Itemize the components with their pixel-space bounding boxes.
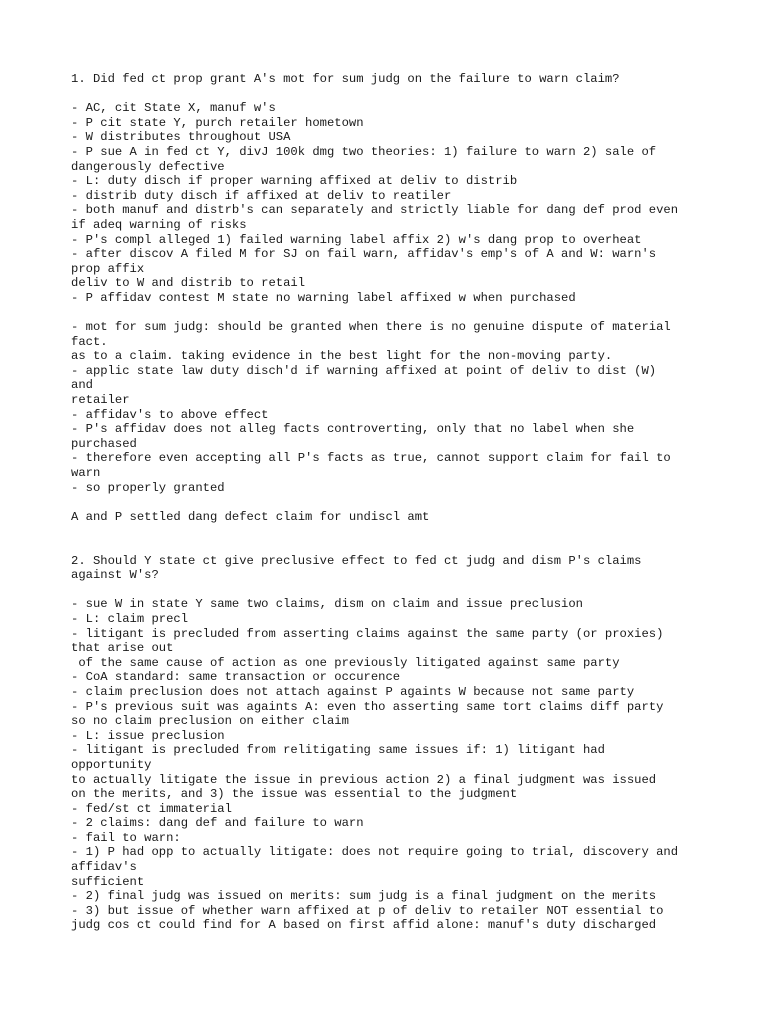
text-line: as to a claim. taking evidence in the best light for the non-moving party. [71, 349, 613, 364]
text-line: 2. Should Y state ct give preclusive effect to fed ct judg and dism P's claims [71, 553, 642, 568]
text-line: and [71, 378, 93, 393]
text-line: purchased [71, 436, 137, 451]
text-line: - fed/st ct immaterial [71, 801, 232, 816]
text-line: retailer [71, 393, 130, 408]
text-line: - claim preclusion does not attach against P againts W because not same party [71, 684, 635, 699]
text-line: - CoA standard: same transaction or occurence [71, 670, 401, 685]
text-line: sufficient [71, 874, 145, 889]
text-line [71, 306, 711, 321]
text-line: fact. [71, 334, 108, 349]
text-line [71, 583, 711, 598]
text-line: - 3) but issue of whether warn affixed at p of deliv to retailer NOT essential to [71, 903, 664, 918]
text-line: - L: claim precl [71, 611, 189, 626]
text-line: deliv to W and distrib to retail [71, 276, 306, 291]
text-line: - P sue A in fed ct Y, divJ 100k dmg two theories: 1) failure to warn 2) sale of [71, 144, 657, 159]
text-line: warn [71, 466, 101, 481]
text-line: 1. Did fed ct prop grant A's mot for sum judg on the failure to warn claim? [71, 72, 620, 86]
text-line: if adeq warning of risks [71, 217, 247, 232]
text-line: - litigant is precluded from asserting claims against the same party (or proxies) [71, 626, 664, 641]
text-line [71, 539, 711, 554]
document-page [71, 72, 711, 933]
text-line: - affidav's to above effect [71, 407, 269, 422]
text-line: - after discov A filed M for SJ on fail warn, affidav's emp's of A and W: warn's [71, 247, 657, 262]
text-line: - W distributes throughout USA [71, 130, 291, 145]
text-line: dangerously defective [71, 159, 225, 174]
text-line: - distrib duty disch if affixed at deliv to reatiler [71, 188, 452, 203]
text-line: of the same cause of action as one previously litigated against same party [71, 655, 620, 670]
text-line: affidav's [71, 860, 137, 875]
text-line: - 2) final judg was issued on merits: sum judg is a final judgment on the merits [71, 889, 657, 904]
text-line: so no claim preclusion on either claim [71, 714, 349, 729]
text-line: - sue W in state Y same two claims, dism on claim and issue preclusion [71, 597, 583, 612]
text-line: opportunity [71, 757, 152, 772]
text-line: - P affidav contest M state no warning label affixed w when purchased [71, 290, 576, 305]
text-line: - P's previous suit was againts A: even tho asserting same tort claims diff party [71, 699, 664, 714]
text-line: - applic state law duty disch'd if warning affixed at point of deliv to dist (W) [71, 363, 657, 378]
text-line: - so properly granted [71, 480, 225, 495]
text-line: - 1) P had opp to actually litigate: does not require going to trial, discovery and [71, 845, 679, 860]
text-line: - 2 claims: dang def and failure to warn [71, 816, 364, 831]
text-line: A and P settled dang defect claim for undiscl amt [71, 509, 430, 524]
text-line: - AC, cit State X, manuf w's [71, 101, 276, 116]
text-line [71, 495, 711, 510]
text-line: - fail to warn: [71, 830, 181, 845]
text-line: - L: duty disch if proper warning affixed at deliv to distrib [71, 174, 518, 189]
text-line: on the merits, and 3) the issue was essential to the judgment [71, 787, 518, 802]
text-line: - litigant is precluded from relitigating same issues if: 1) litigant had [71, 743, 605, 758]
text-line [71, 524, 711, 539]
text-line: to actually litigate the issue in previous action 2) a final judgment was issued [71, 772, 657, 787]
text-line: judg cos ct could find for A based on first affid alone: manuf's duty discharged [71, 918, 657, 933]
text-line [71, 87, 711, 102]
text-line: against W's? [71, 568, 159, 583]
text-line: - P's compl alleged 1) failed warning label affix 2) w's dang prop to overheat [71, 232, 642, 247]
text-line: - therefore even accepting all P's facts as true, cannot support claim for fail to [71, 451, 671, 466]
text-line: prop affix [71, 261, 145, 276]
text-line: - both manuf and distrb's can separately and strictly liable for dang def prod even [71, 203, 679, 218]
text-line: that arise out [71, 641, 174, 656]
text-line: - P cit state Y, purch retailer hometown [71, 115, 364, 130]
text-line: - L: issue preclusion [71, 728, 225, 743]
text-line: - P's affidav does not alleg facts controverting, only that no label when she [71, 422, 635, 437]
text-line: - mot for sum judg: should be granted when there is no genuine dispute of material [71, 320, 671, 335]
